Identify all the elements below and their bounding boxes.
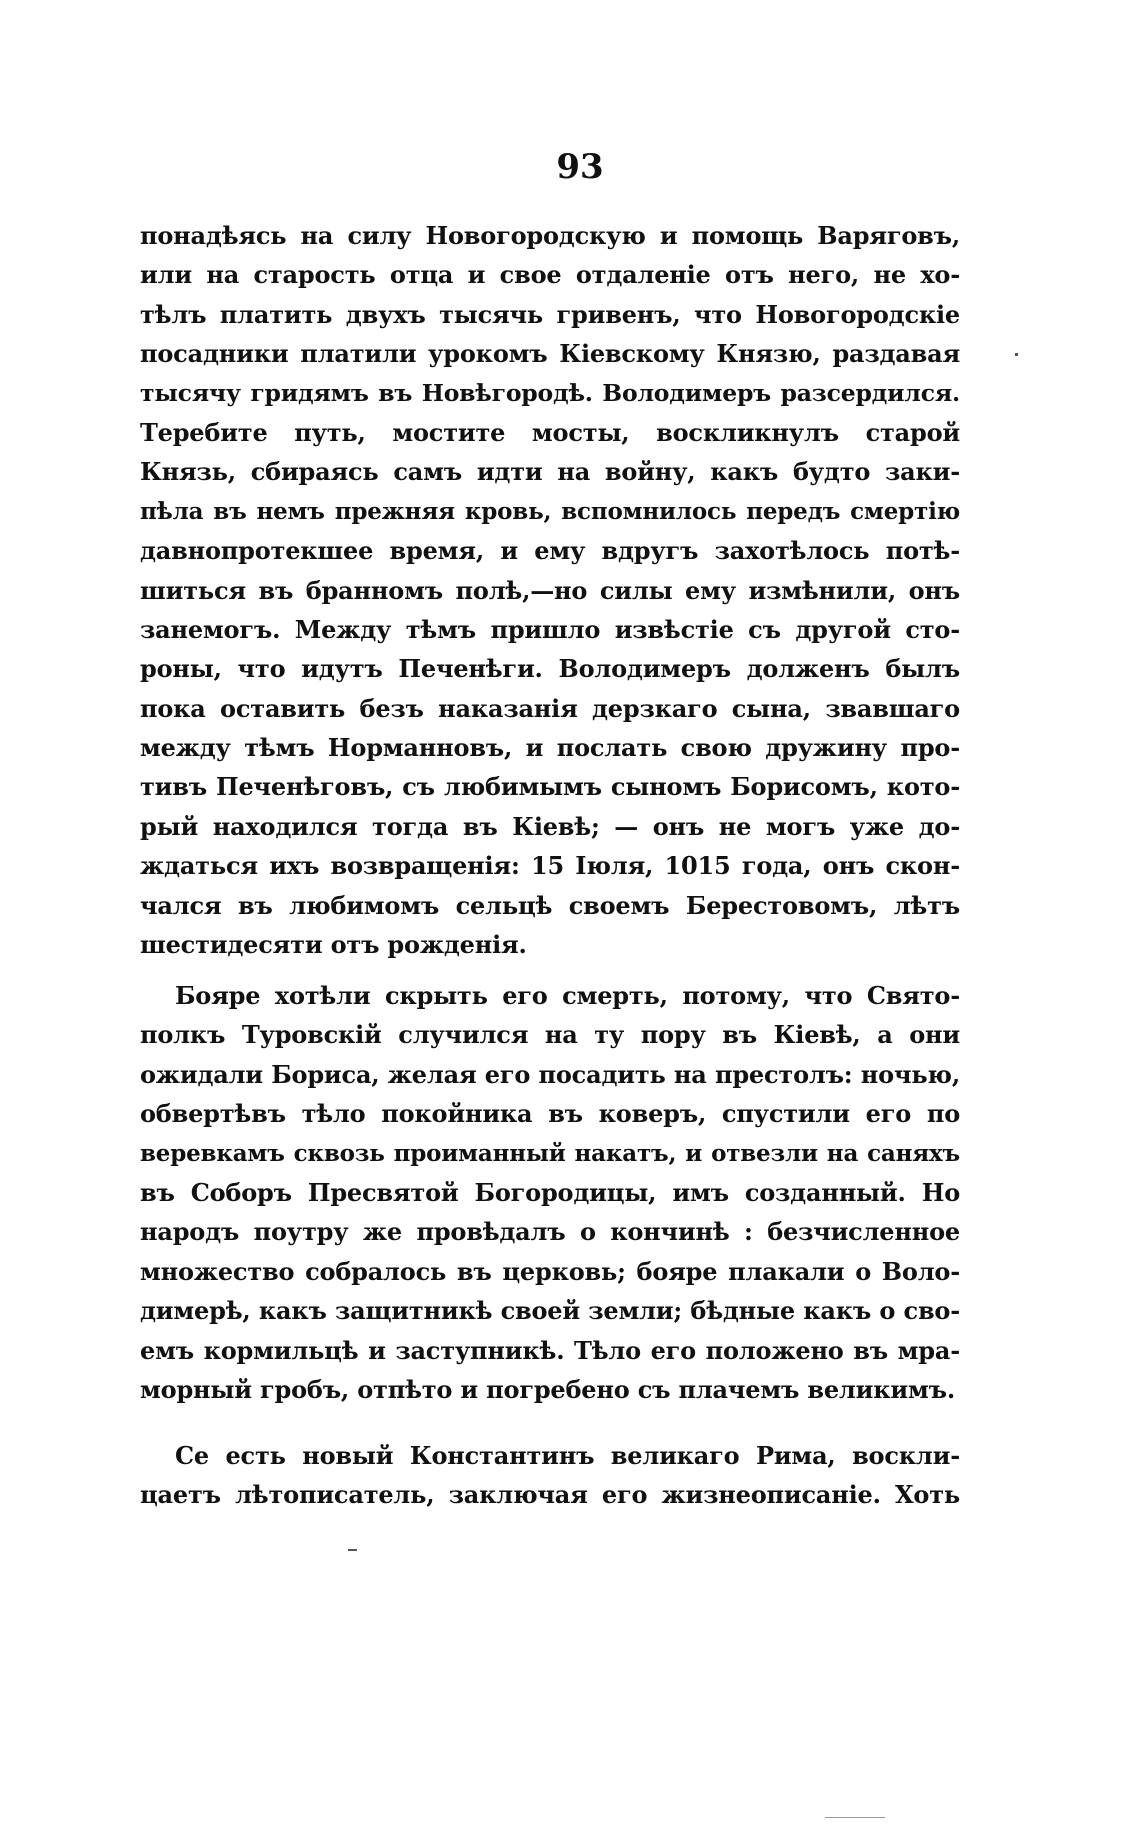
scan-speck: [1015, 353, 1018, 356]
text-line: рый находился тогда въ Кіевѣ; — онъ не могъ уже до-: [140, 811, 960, 841]
text-line: Се есть новый Константинъ великаго Рима, воскли-: [175, 1441, 960, 1470]
text-line: пѣла въ немъ прежняя кровь, вспомнилось передъ смертію: [140, 497, 960, 525]
text-line: понадѣясь на силу Новогородскую и помощь Варяговъ,: [140, 221, 960, 250]
scan-speck: [825, 1817, 885, 1818]
text-line: Теребите путь, мостите мосты, воскликнулъ старой: [140, 417, 960, 447]
text-line: въ Соборъ Пресвятой Богородицы, имъ созданный. Но: [140, 1177, 960, 1207]
text-line: шиться въ бранномъ полѣ,—но силы ему измѣнили, онъ: [140, 575, 960, 605]
text-line: полкъ Туровскій случился на ту пору въ Кіевѣ, а они: [140, 1020, 960, 1050]
text-line: пока оставить безъ наказанія дерзкаго сына, звавшаго: [140, 693, 960, 723]
text-line: цаетъ лѣтописатель, заключая его жизнеописаніе. Хоть: [140, 1480, 960, 1510]
text-line: посадники платили урокомъ Кіевскому Князю, раздавая: [140, 339, 960, 369]
text-line: веревкамъ сквозь проиманный накатъ, и отвезли на саняхъ: [140, 1139, 960, 1167]
text-line: морный гробъ, отпѣто и погребено съ плачемъ великимъ.: [140, 1374, 955, 1404]
text-line: роны, что идутъ Печенѣги. Володимеръ долженъ былъ: [140, 654, 960, 684]
paragraph: [140, 1436, 960, 1515]
page-number: 93: [556, 147, 604, 187]
text-line: занемогъ. Между тѣмъ пришло извѣстіе съ другой сто-: [140, 614, 960, 644]
text-line: между тѣмъ Норманновъ, и послать свою дружину про-: [140, 733, 960, 763]
text-line: давнопротекшее время, и ему вдругъ захотѣлось потѣ-: [140, 536, 960, 566]
text-line: шестидесяти отъ рожденія.: [140, 930, 527, 960]
text-line: тысячу гридямъ въ Новѣгородѣ. Володимеръ разсердился.: [140, 378, 960, 407]
text-line: ждаться ихъ возвращенія: 15 Іюля, 1015 года, онъ скон-: [140, 851, 960, 881]
text-line: емъ кормильцѣ и заступникѣ. Тѣло его положено въ мра-: [140, 1335, 960, 1365]
paragraph: [140, 976, 960, 1409]
text-line: множество собралось въ церковь; бояре плакали о Воло-: [140, 1256, 960, 1286]
text-line: чался въ любимомъ сельцѣ своемъ Берестовомъ, лѣтъ: [140, 890, 960, 920]
paragraph: [140, 216, 960, 964]
text-line: димерѣ, какъ защитникѣ своей земли; бѣдные какъ о сво-: [140, 1296, 960, 1326]
text-line: народъ поутру же провѣдалъ о кончинѣ : безчисленное: [140, 1217, 960, 1247]
text-line: тѣлъ платить двухъ тысячь гривенъ, что Новогородскіе: [140, 299, 960, 329]
scan-speck: [348, 1549, 357, 1551]
text-line: обвертѣвъ тѣло покойника въ коверъ, спустили его по: [140, 1099, 960, 1129]
text-line: или на старость отца и свое отдаленіе отъ него, не хо-: [140, 260, 960, 290]
text-line: тивъ Печенѣговъ, съ любимымъ сыномъ Борисомъ, кото-: [140, 772, 960, 802]
text-line: Князь, сбираясь самъ идти на войну, какъ будто заки-: [140, 457, 960, 487]
text-line: Бояре хотѣли скрыть его смерть, потому, что Свято-: [175, 981, 960, 1010]
text-line: ожидали Бориса, желая его посадить на престолъ: ночью,: [140, 1059, 960, 1089]
